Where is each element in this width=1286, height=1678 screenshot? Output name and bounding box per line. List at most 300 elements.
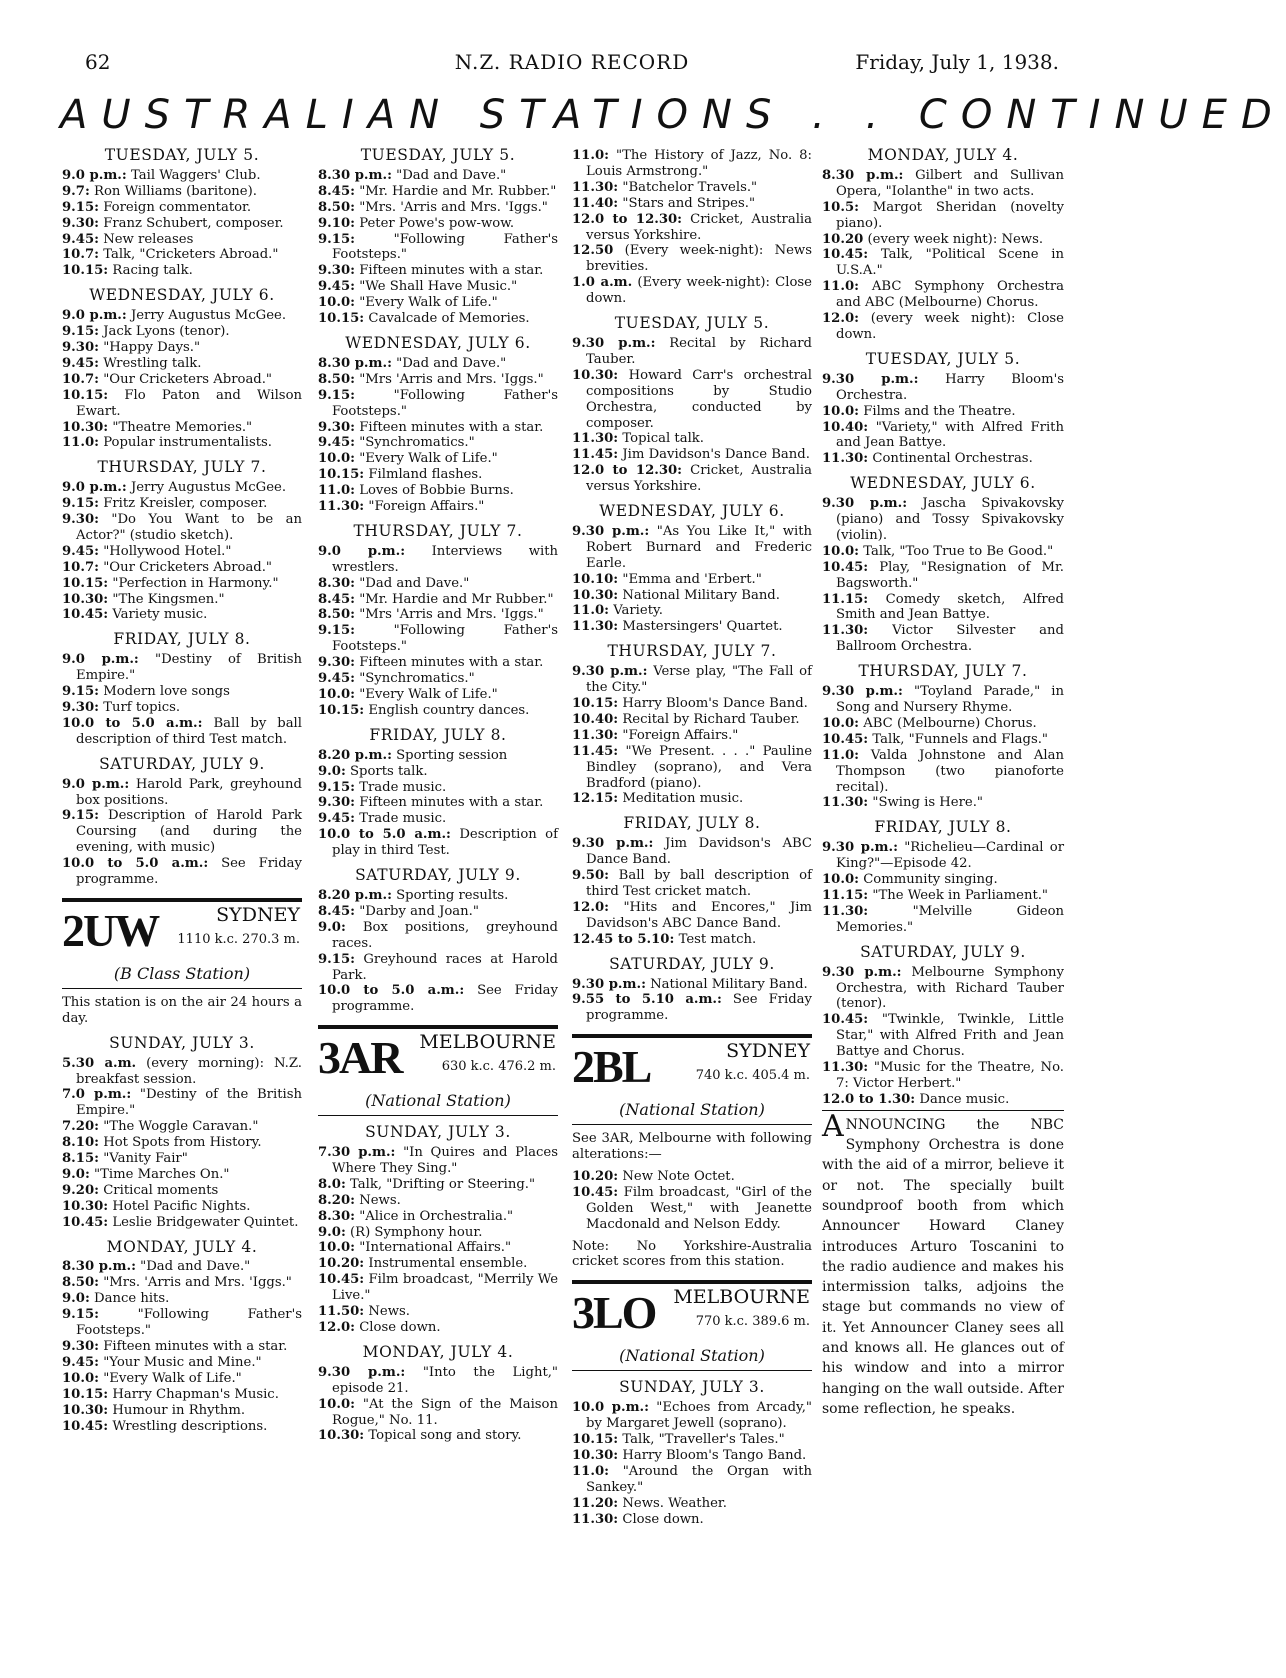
programme-item	[572, 1169, 812, 1185]
programme-title: Jerry Augustus McGee.	[130, 480, 287, 496]
programme-title: Gilbert and Sullivan Opera, "Iolanthe" in two acts.	[836, 167, 1064, 199]
programme-item	[318, 795, 558, 811]
programme-title: Popular instrumentalists.	[103, 435, 272, 451]
programme-time: 11.0:	[62, 435, 99, 451]
programme-item	[572, 336, 812, 368]
programme-item	[62, 308, 302, 324]
programme-item	[572, 1464, 812, 1496]
programme-time: 12.0:	[318, 1320, 355, 1335]
programme-item	[318, 1304, 558, 1320]
programme-item	[62, 1119, 302, 1135]
programme-item	[318, 1209, 558, 1225]
programme-item	[62, 200, 302, 216]
programme-time: 11.0:	[822, 747, 859, 763]
programme-title: "Every Walk of Life."	[359, 295, 498, 311]
programme-time: 9.0:	[318, 763, 346, 779]
programme-title: Talk, "Political Scene in U.S.A."	[836, 247, 1064, 279]
programme-time: 9.10:	[318, 215, 355, 231]
programme-item	[822, 496, 1064, 544]
programme-title: (Every week-night): News brevities.	[586, 243, 812, 275]
programme-time: 11.30:	[822, 451, 869, 467]
programme-time: 11.30:	[318, 499, 365, 515]
programme-time: 9.0 p.m.:	[318, 543, 406, 559]
programme-time: 11.45:	[572, 743, 619, 759]
programme-title: "Every Walk of Life."	[359, 687, 498, 702]
programme-time: 9.15:	[62, 324, 99, 340]
programme-item	[62, 512, 302, 544]
programme-title: Harry Bloom's Orchestra.	[836, 371, 1064, 403]
programme-item	[62, 1371, 302, 1387]
day-heading: WEDNESDAY, JULY 6.	[850, 474, 1036, 493]
programme-item	[822, 748, 1064, 796]
programme-item	[572, 243, 812, 275]
programme-title: Verse play, "The Fall of the City."	[586, 664, 812, 696]
programme-title: Talk, "Funnels and Flags."	[872, 731, 1048, 747]
programme-title: Topical song and story.	[368, 1428, 522, 1444]
programme-time: 11.30:	[572, 179, 619, 195]
programme-title: Fifteen minutes with a star.	[359, 655, 544, 671]
programme-time: 8.20 p.m.:	[318, 747, 392, 763]
programme-time: 9.0:	[62, 1291, 90, 1307]
station-rule-bottom	[318, 1115, 558, 1116]
programme-title: News.	[359, 1192, 401, 1208]
programme-time: 8.45:	[318, 183, 355, 199]
programme-item	[822, 795, 1064, 811]
programme-item	[62, 420, 302, 436]
programme-item	[572, 836, 812, 868]
programme-time: 8.45:	[318, 591, 355, 607]
programme-item	[62, 592, 302, 608]
programme-item	[318, 544, 558, 576]
programme-title: Sporting session	[396, 747, 508, 763]
programme-time: 11.0:	[318, 483, 355, 499]
programme-title: "Mrs. 'Arris and Mrs. 'Iggs."	[103, 1275, 292, 1291]
programme-title: "The Week in Parliament."	[872, 887, 1049, 903]
programme-title: Jack Lyons (tenor).	[103, 324, 230, 340]
programme-title: Recital by Richard Tauber.	[586, 335, 812, 367]
programme-title: Howard Carr's orchestral compositions by Studio Orchestra, conducted by composer.	[586, 367, 812, 431]
programme-title: Fifteen minutes with a star.	[359, 419, 544, 435]
programme-time: 8.50:	[318, 371, 355, 387]
station-header	[318, 1031, 558, 1091]
programme-item	[62, 1339, 302, 1355]
programme-time: 10.0 to 5.0 a.m.:	[62, 856, 209, 872]
programme-time: 9.30:	[62, 339, 99, 355]
programme-time: 9.45:	[62, 231, 99, 247]
programme-time: 12.0:	[822, 311, 859, 327]
programme-time: 9.45:	[318, 435, 355, 451]
programme-item	[822, 279, 1064, 311]
programme-title: See Friday programme.	[76, 856, 302, 888]
programme-time: 9.15:	[318, 387, 355, 403]
programme-time: 9.30 p.m.:	[822, 840, 898, 856]
programme-title: "Stars and Stripes."	[622, 195, 756, 211]
programme-time: 8.30 p.m.:	[318, 355, 392, 371]
programme-time: 10.0:	[318, 1240, 355, 1256]
day-heading: MONDAY, JULY 4.	[362, 1342, 514, 1361]
programme-title: "Following Father's Footsteps."	[332, 623, 558, 655]
programme-title: "Hits and Encores," Jim Davidson's ABC Dance Band.	[586, 899, 813, 931]
programme-title: "The Woggle Caravan."	[103, 1119, 259, 1135]
programme-item	[822, 965, 1064, 1013]
page-header	[85, 50, 1059, 80]
programme-item	[572, 744, 812, 792]
programme-item	[318, 687, 558, 703]
programme-time: 10.20	[822, 231, 864, 247]
station-header	[62, 904, 302, 964]
programme-item	[572, 900, 812, 932]
programme-time: 9.45:	[318, 671, 355, 687]
programme-time: 9.15:	[62, 684, 99, 700]
day-heading: THURSDAY, JULY 7.	[97, 458, 267, 477]
programme-time: 8.30 p.m.:	[62, 1259, 136, 1275]
programme-title: "We Shall Have Music."	[359, 279, 518, 295]
programme-time: 9.0 p.m.:	[62, 308, 127, 324]
programme-title: Turf topics.	[103, 700, 181, 715]
programme-time: 9.30:	[318, 263, 355, 279]
programme-time: 10.45:	[62, 1418, 109, 1434]
programme-item	[318, 576, 558, 592]
programme-item	[62, 1151, 302, 1167]
day-heading: FRIDAY, JULY 8.	[113, 630, 251, 649]
programme-time: 10.20:	[572, 1168, 619, 1184]
programme-time: 9.15:	[62, 1307, 99, 1323]
programme-item	[318, 888, 558, 904]
programme-time: 9.15:	[318, 623, 355, 639]
programme-time: 1.0 a.m.	[572, 275, 633, 291]
programme-item	[62, 340, 302, 356]
day-heading: SATURDAY, JULY 9.	[99, 754, 265, 773]
programme-time: 9.15:	[318, 779, 355, 795]
programme-title: Topical talk.	[622, 431, 704, 447]
programme-item	[62, 263, 302, 279]
day-heading: WEDNESDAY, JULY 6.	[599, 502, 785, 521]
programme-time: 10.0:	[822, 403, 859, 419]
programme-item	[62, 324, 302, 340]
programme-title: Fifteen minutes with a star.	[103, 1339, 288, 1354]
programme-title: "Richelieu—Cardinal or King?"—Episode 42.	[836, 840, 1064, 872]
day-heading: SATURDAY, JULY 9.	[860, 942, 1026, 961]
programme-title: "Echoes from Arcady," by Margaret Jewell (soprano).	[586, 1400, 812, 1432]
programme-title: "Do You Want to be an Actor?" (studio sketch).	[76, 512, 302, 543]
programme-item	[822, 404, 1064, 420]
programme-time: 9.30 p.m.:	[822, 964, 902, 980]
programme-time: 11.40:	[572, 195, 619, 211]
programme-item	[62, 1215, 302, 1231]
programme-item	[62, 1291, 302, 1307]
programme-time: 9.30 p.m.:	[572, 976, 646, 992]
programme-title: Talk, "Drifting or Steering."	[350, 1176, 536, 1192]
programme-item	[318, 764, 558, 780]
day-heading: THURSDAY, JULY 7.	[858, 662, 1028, 681]
station-city: MELBOURNE	[419, 1031, 556, 1054]
programme-item	[822, 200, 1064, 232]
programme-title: Cricket, Australia versus Yorkshire.	[586, 463, 812, 495]
programme-time: 11.30:	[822, 903, 869, 919]
programme-title: "In Quires and Places Where They Sing."	[332, 1145, 559, 1176]
programme-item	[572, 712, 812, 728]
day-heading: FRIDAY, JULY 8.	[874, 818, 1012, 837]
programme-title: News.	[368, 1304, 410, 1320]
programme-title: New Note Octet.	[622, 1168, 735, 1184]
programme-title: News. Weather.	[622, 1495, 727, 1511]
programme-item	[62, 480, 302, 496]
programme-item	[572, 1185, 812, 1233]
programme-time: 9.30 p.m.:	[572, 664, 648, 680]
programme-time: 9.45:	[62, 543, 99, 559]
programme-time: 10.0:	[318, 295, 355, 311]
station-note: Note: No Yorkshire-Australia cricket scores from this station.	[572, 1238, 812, 1270]
programme-item	[62, 607, 302, 623]
programme-title: ABC (Melbourne) Chorus.	[863, 715, 1037, 731]
programme-time: 11.30:	[572, 727, 619, 743]
programme-title: New releases	[103, 231, 194, 247]
programme-item	[62, 1056, 302, 1088]
programme-item	[318, 827, 558, 859]
programme-time: 9.15:	[318, 951, 355, 967]
programme-time: 10.0:	[62, 1370, 99, 1386]
programme-time: 10.0:	[822, 715, 859, 731]
programme-item	[62, 1419, 302, 1435]
programme-time: 10.30:	[572, 587, 619, 603]
programme-title: Hotel Pacific Nights.	[112, 1198, 251, 1214]
programme-time: 9.45:	[62, 1354, 99, 1370]
programme-item	[572, 603, 812, 619]
station-rule-bottom	[572, 1124, 812, 1125]
programme-item	[62, 684, 302, 700]
programme-time: 10.0:	[822, 872, 859, 888]
programme-item	[572, 664, 812, 696]
programme-item	[318, 232, 558, 264]
programme-title: Talk, "Traveller's Tales."	[622, 1432, 785, 1447]
programme-title: National Military Band.	[650, 976, 808, 992]
programme-item	[822, 560, 1064, 592]
programme-time: 10.15:	[318, 702, 365, 718]
programme-time: 11.0:	[572, 1463, 609, 1479]
programme-title: "Emma and 'Erbert."	[622, 571, 762, 587]
programme-item	[318, 1365, 558, 1397]
programme-time: 10.0:	[318, 1396, 355, 1412]
programme-title: "Dad and Dave."	[359, 575, 470, 591]
programme-title: Description of Harold Park Coursing (and during the evening, with music)	[76, 808, 302, 856]
station-header	[572, 1286, 812, 1346]
programme-item	[572, 696, 812, 712]
programme-title: Dance hits.	[94, 1291, 170, 1307]
programme-title: "Time Marches On."	[94, 1166, 230, 1182]
programme-item	[572, 1432, 812, 1448]
programme-title: Variety.	[613, 603, 663, 619]
programme-title: Comedy sketch, Alfred Smith and Jean Battye.	[836, 591, 1064, 623]
programme-title: Leslie Bridgewater Quintet.	[112, 1214, 299, 1230]
programme-time: 9.30 p.m.:	[822, 371, 919, 387]
programme-title: Peter Powe's pow-wow.	[359, 215, 515, 231]
column-1	[62, 148, 302, 1668]
programme-item	[572, 1448, 812, 1464]
programme-title: Play, "Resignation of Mr. Bagsworth."	[836, 559, 1064, 591]
programme-title: Mastersingers' Quartet.	[622, 619, 783, 635]
programme-title: Filmland flashes.	[368, 467, 483, 483]
programme-item	[62, 856, 302, 888]
programme-time: 9.30 p.m.:	[318, 1364, 406, 1380]
programme-item	[318, 1177, 558, 1193]
programme-time: 10.30:	[572, 367, 619, 383]
programme-time: 10.30:	[62, 419, 109, 435]
programme-title: "Dad and Dave."	[140, 1259, 251, 1275]
programme-title: "Darby and Joan."	[359, 903, 479, 919]
programme-time: 9.0 p.m.:	[62, 167, 127, 183]
programme-title: Racing talk.	[112, 263, 193, 279]
programme-title: "Dad and Dave."	[396, 167, 507, 183]
programme-item	[62, 576, 302, 592]
programme-time: 8.30 p.m.:	[822, 167, 904, 183]
programme-item	[62, 1387, 302, 1403]
programme-title: Fifteen minutes with a star.	[359, 795, 544, 811]
programme-time: 10.40:	[572, 711, 619, 727]
programme-title: ABC Symphony Orchestra and ABC (Melbourne) Chorus.	[836, 279, 1064, 311]
programme-item	[318, 1397, 558, 1429]
station-rule-bottom	[572, 1370, 812, 1371]
programme-title: Sports talk.	[350, 763, 428, 779]
programme-time: 10.20:	[318, 1256, 365, 1272]
programme-item	[822, 592, 1064, 624]
station-city: SYDNEY	[216, 903, 300, 926]
programme-time: 7.30 p.m.:	[318, 1145, 396, 1161]
programme-item	[318, 168, 558, 184]
programme-title: Dance music.	[919, 1091, 1010, 1107]
article-rule	[822, 1110, 1064, 1111]
programme-item	[318, 388, 558, 420]
programme-item	[62, 435, 302, 451]
programme-title: Cavalcade of Memories.	[368, 311, 530, 327]
station-callsign: 2BL	[572, 1041, 651, 1093]
day-heading: SATURDAY, JULY 9.	[355, 866, 521, 885]
programme-title: "Every Walk of Life."	[103, 1370, 242, 1386]
programme-time: 9.45:	[62, 355, 99, 371]
programme-time: 10.0 to 5.0 a.m.:	[62, 715, 203, 731]
day-heading: FRIDAY, JULY 8.	[623, 814, 761, 833]
programme-time: 9.30:	[62, 1339, 99, 1354]
programme-item	[62, 1087, 302, 1119]
programme-item	[822, 888, 1064, 904]
day-heading: FRIDAY, JULY 8.	[369, 725, 507, 744]
programme-item	[822, 247, 1064, 279]
programme-item	[318, 1240, 558, 1256]
programme-title: "Music for the Theatre, No. 7: Victor Herbert."	[836, 1060, 1064, 1091]
station-rule-top	[572, 1034, 812, 1038]
programme-time: 9.15:	[62, 496, 99, 512]
programme-title: Harry Chapman's Music.	[112, 1386, 279, 1402]
programme-time: 8.10:	[62, 1135, 99, 1151]
programme-item	[822, 732, 1064, 748]
station-class: (National Station)	[619, 1346, 765, 1366]
programme-time: 8.0:	[318, 1176, 346, 1192]
programme-title: Box positions, greyhound races.	[332, 919, 558, 951]
programme-title: "The Kingsmen."	[112, 591, 225, 607]
day-heading: MONDAY, JULY 4.	[867, 146, 1019, 164]
station-class: (National Station)	[365, 1091, 511, 1111]
programme-time: 8.30:	[318, 575, 355, 591]
programme-title: Greyhound races at Harold Park.	[332, 951, 558, 983]
programme-title: Flo Paton and Wilson Ewart.	[76, 387, 303, 419]
programme-item	[318, 952, 558, 984]
programme-title: Test match.	[678, 931, 757, 947]
programme-time: 10.5:	[822, 199, 859, 215]
programme-time: 11.15:	[822, 887, 869, 903]
programme-title: Ron Williams (baritone).	[94, 183, 257, 199]
programme-title: "We Present. . . ." Pauline Bindley (soprano), and Vera Bradford (piano).	[586, 743, 812, 791]
programme-item	[318, 311, 558, 327]
programme-item	[318, 811, 558, 827]
day-heading: MONDAY, JULY 4.	[106, 1237, 258, 1256]
programme-time: 10.7:	[62, 559, 99, 575]
programme-time: 10.0 to 5.0 a.m.:	[318, 983, 465, 999]
programme-time: 8.50:	[318, 199, 355, 215]
station-note: See 3AR, Melbourne with following alterations:—	[572, 1131, 812, 1163]
programme-item	[822, 168, 1064, 200]
programme-item	[572, 572, 812, 588]
programme-item	[318, 655, 558, 671]
programme-title: Humour in Rhythm.	[112, 1402, 246, 1418]
programme-time: 10.30:	[318, 1428, 365, 1444]
column-4	[822, 148, 1064, 1668]
programme-item	[822, 544, 1064, 560]
day-heading: SATURDAY, JULY 9.	[609, 954, 775, 973]
programme-time: 7.20:	[62, 1119, 99, 1135]
programme-title: "Destiny of the British Empire."	[76, 1087, 302, 1119]
programme-title: "Alice in Orchestralia."	[359, 1208, 514, 1224]
programme-time: 10.45:	[822, 1012, 869, 1028]
programme-time: 10.40:	[822, 419, 869, 435]
programme-title: Jerry Augustus McGee.	[130, 308, 287, 324]
programme-title: Trade music.	[359, 779, 447, 795]
programme-time: 8.50:	[62, 1275, 99, 1291]
programme-time: 9.55 to 5.10 a.m.:	[572, 992, 722, 1008]
programme-item	[822, 904, 1064, 936]
programme-item	[572, 932, 812, 948]
programme-title: Jim Davidson's Dance Band.	[622, 447, 810, 463]
programme-item	[822, 420, 1064, 452]
programme-title: Talk, "Cricketers Abroad."	[103, 247, 279, 263]
programme-title: Films and the Theatre.	[863, 403, 1016, 419]
programme-time: 10.45:	[318, 1272, 365, 1288]
programme-time: 10.0 to 5.0 a.m.:	[318, 827, 451, 843]
programme-time: 11.0:	[822, 279, 859, 295]
programme-title: "Mrs. 'Arris and Mrs. 'Iggs."	[359, 199, 548, 215]
programme-title: "Following Father's Footsteps."	[332, 387, 558, 419]
programme-time: 10.15:	[318, 467, 365, 483]
station-frequency: 1110 k.c. 270.3 m.	[177, 931, 300, 947]
programme-item	[318, 263, 558, 279]
programme-item	[318, 623, 558, 655]
programme-title: Trade music.	[359, 811, 447, 827]
programme-time: 9.30:	[62, 700, 99, 715]
programme-time: 12.45 to 5.10:	[572, 931, 675, 947]
programme-item	[822, 372, 1064, 404]
programme-title: "Foreign Affairs."	[368, 499, 485, 515]
programme-title: Ball by ball description of third Test match.	[76, 715, 302, 747]
programme-time: 10.15:	[572, 696, 619, 711]
programme-time: 9.30:	[318, 419, 355, 435]
programme-time: 10.45:	[62, 1214, 109, 1230]
programme-title: Foreign commentator.	[103, 199, 252, 215]
station-callsign: 2UW	[62, 904, 159, 956]
programme-item	[318, 904, 558, 920]
programme-time: 9.30:	[62, 512, 99, 528]
programme-time: 11.15:	[822, 591, 869, 607]
programme-title: Recital by Richard Tauber.	[622, 711, 800, 727]
programme-title: "Your Music and Mine."	[103, 1354, 262, 1370]
programme-time: 9.0:	[318, 1224, 346, 1240]
